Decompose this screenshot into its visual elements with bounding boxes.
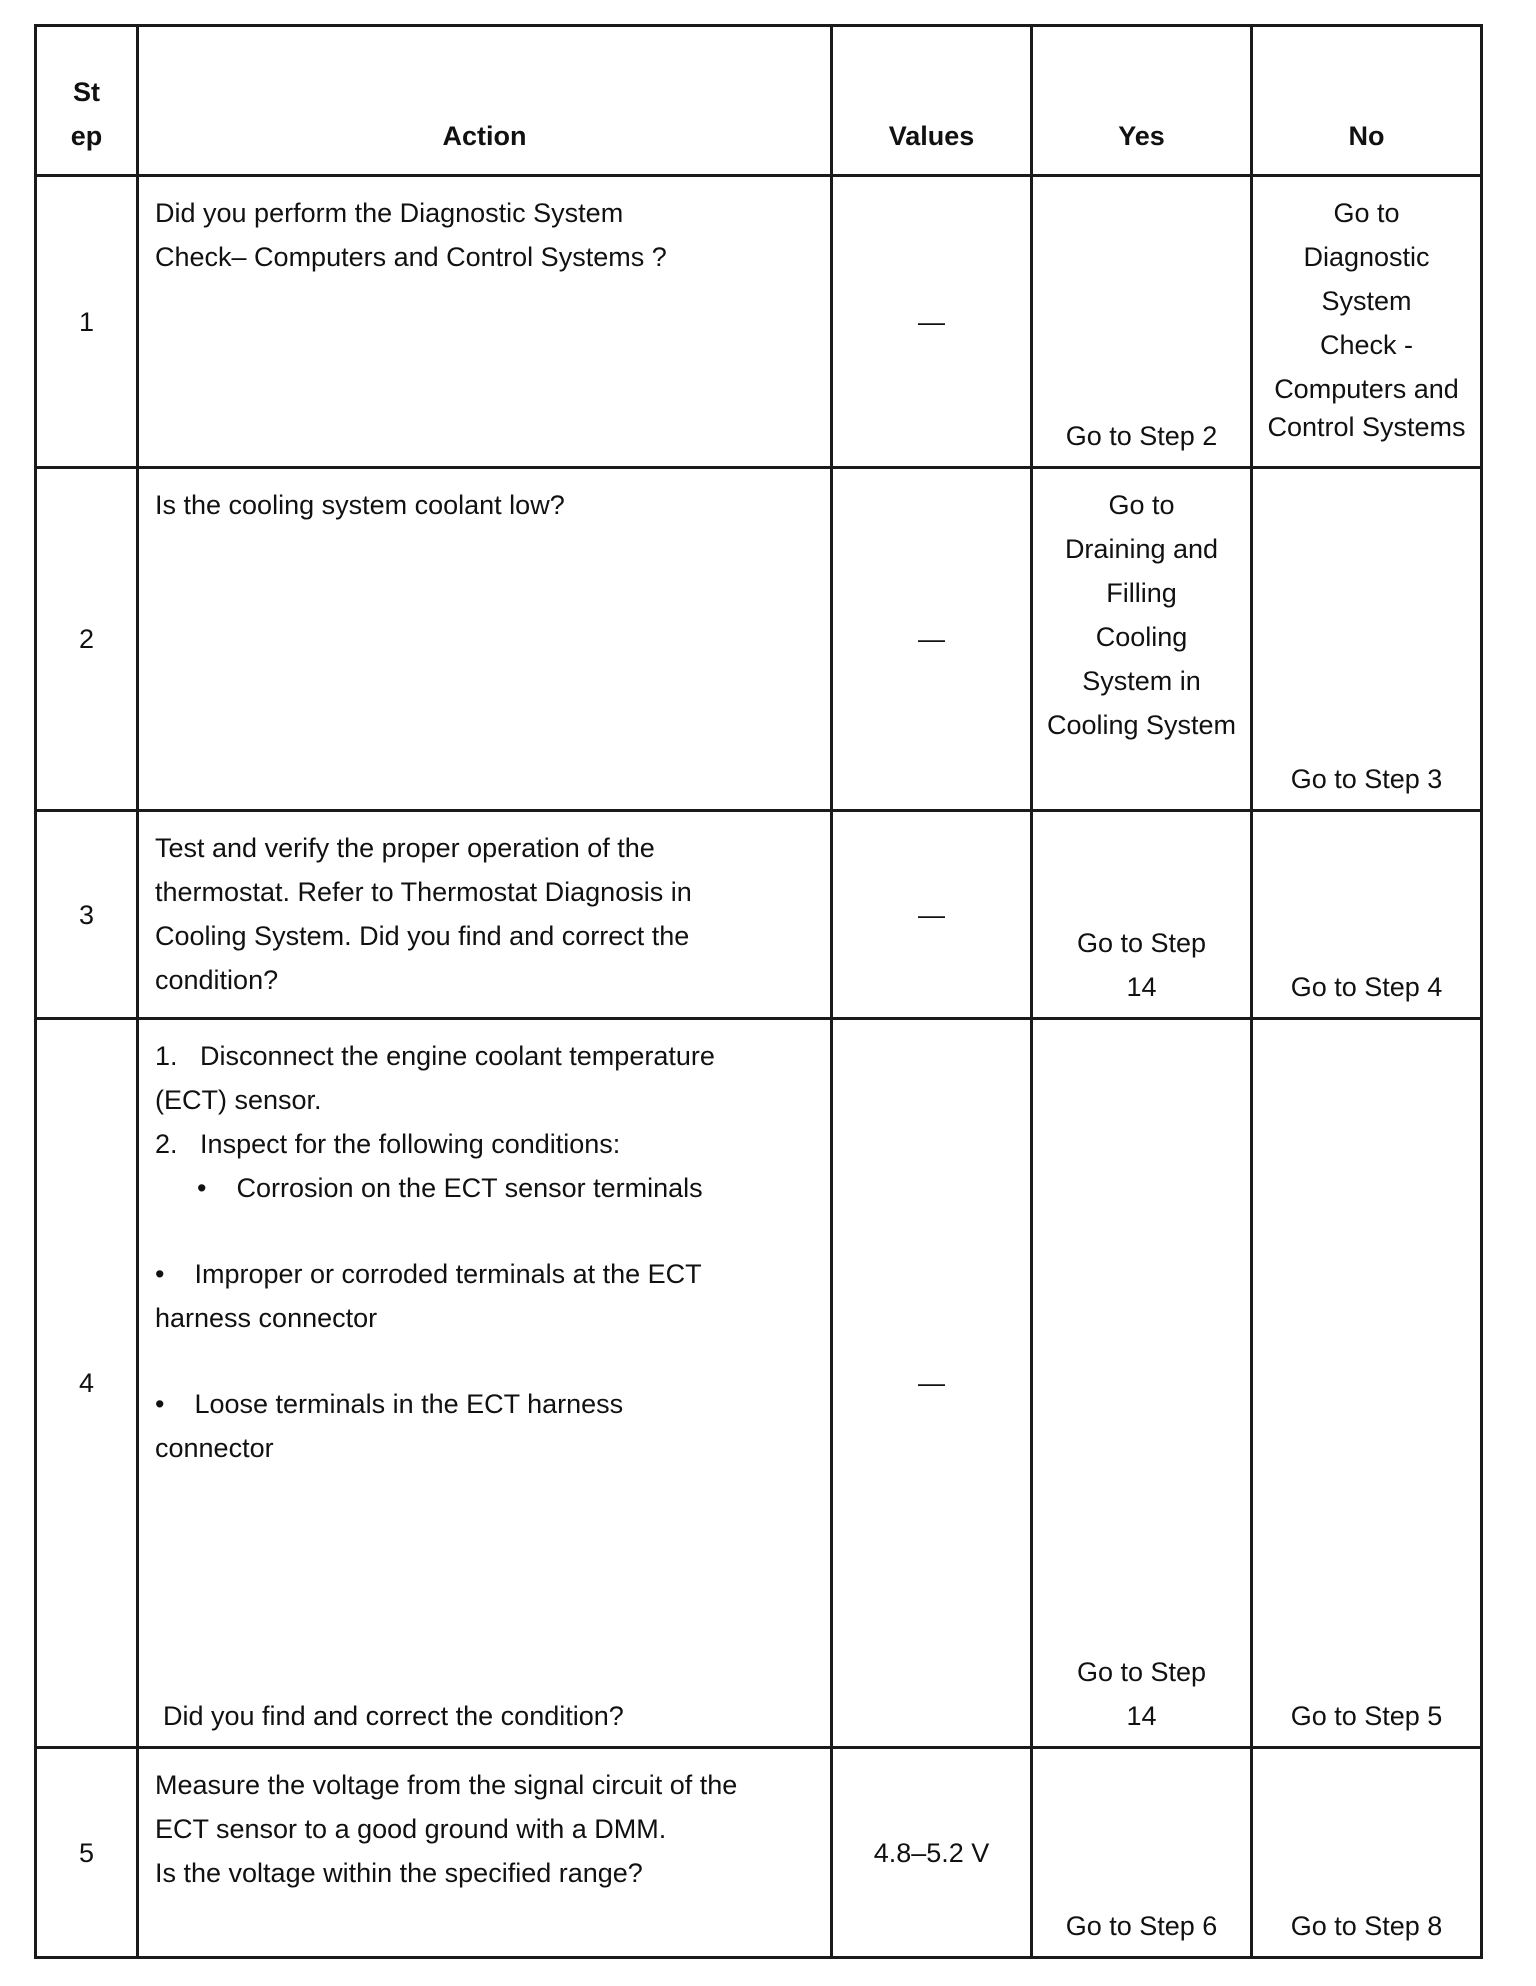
- yes-line: 14: [1126, 1701, 1157, 1731]
- action-line: Is the cooling system coolant low?: [155, 490, 565, 520]
- action-line: Cooling System. Did you find and correct the: [155, 921, 690, 951]
- header-values: Values: [832, 26, 1032, 176]
- values-cell: —: [832, 176, 1032, 468]
- no-line: Go to Step 4: [1290, 972, 1443, 1002]
- action-cell: [138, 811, 832, 1019]
- action-line: ECT sensor to a good ground with a DMM.: [155, 1814, 667, 1844]
- action-cell: [138, 1748, 832, 1958]
- diagnostic-table: [34, 24, 1483, 1959]
- bullet-text: Improper or corroded terminals at the ECT: [194, 1259, 702, 1289]
- header-yes: Yes: [1032, 26, 1252, 176]
- no-line: Diagnostic: [1303, 242, 1430, 272]
- no-cell: [1252, 1748, 1482, 1958]
- yes-line: Go to: [1108, 490, 1175, 520]
- bullet-text: Corrosion on the ECT sensor terminals: [236, 1173, 703, 1203]
- action-cell: [138, 1019, 832, 1748]
- values-cell: —: [832, 468, 1032, 811]
- no-line: Check -: [1319, 330, 1414, 360]
- yes-cell: [1032, 176, 1252, 468]
- list-text: Inspect for the following conditions:: [200, 1129, 621, 1159]
- yes-line: Go to Step 2: [1065, 421, 1218, 451]
- bullet-item: [155, 1166, 816, 1210]
- bullet-icon: •: [197, 1173, 207, 1203]
- no-line: Computers and: [1274, 374, 1459, 404]
- header-step: [36, 26, 138, 176]
- diagnostic-table-page: [34, 24, 1480, 1959]
- bullet-text: harness connector: [155, 1303, 378, 1333]
- yes-line: Draining and: [1064, 534, 1219, 564]
- list-text: (ECT) sensor.: [155, 1085, 322, 1115]
- no-line: System: [1321, 286, 1412, 316]
- yes-cell: [1032, 1019, 1252, 1748]
- step-number: 2: [36, 468, 138, 811]
- values-cell: 4.8–5.2 V: [832, 1748, 1032, 1958]
- yes-cell: [1032, 1748, 1252, 1958]
- table-row: [36, 176, 1482, 468]
- yes-line: Cooling System: [1046, 710, 1237, 740]
- no-line: Control Systems: [1267, 412, 1466, 442]
- action-cell: [138, 176, 832, 468]
- values-cell: —: [832, 1019, 1032, 1748]
- step-number: 3: [36, 811, 138, 1019]
- step-number: 5: [36, 1748, 138, 1958]
- action-cell: [138, 468, 832, 811]
- yes-line: Go to Step: [1076, 928, 1207, 958]
- list-number: 2.: [155, 1129, 178, 1159]
- yes-cell: [1032, 468, 1252, 811]
- no-cell: [1252, 468, 1482, 811]
- no-cell: [1252, 1019, 1482, 1748]
- yes-cell: [1032, 811, 1252, 1019]
- table-row: [36, 1748, 1482, 1958]
- table-row: [36, 811, 1482, 1019]
- step-number: 1: [36, 176, 138, 468]
- yes-line: Cooling: [1095, 622, 1188, 652]
- list-number: 1.: [155, 1041, 178, 1071]
- action-line: Did you perform the Diagnostic System: [155, 198, 624, 228]
- action-line: Test and verify the proper operation of the: [155, 833, 655, 863]
- no-line: Go to Step 5: [1290, 1701, 1443, 1731]
- bullet-icon: •: [155, 1389, 165, 1419]
- yes-line: 14: [1126, 972, 1157, 1002]
- bullet-item: [155, 1252, 816, 1296]
- yes-line: System in: [1082, 666, 1201, 696]
- list-item: [155, 1034, 816, 1078]
- bullet-item: [155, 1382, 816, 1426]
- header-action: Action: [138, 26, 832, 176]
- action-question: Did you find and correct the condition?: [163, 1701, 624, 1731]
- header-row: [36, 26, 1482, 176]
- action-line: condition?: [155, 965, 279, 995]
- header-step-line-2: ep: [70, 121, 103, 151]
- bullet-icon: •: [155, 1259, 165, 1289]
- action-line: thermostat. Refer to Thermostat Diagnosis in: [155, 877, 692, 907]
- values-cell: —: [832, 811, 1032, 1019]
- no-line: Go to Step 8: [1290, 1911, 1443, 1941]
- no-line: Go to: [1333, 198, 1400, 228]
- no-cell: [1252, 176, 1482, 468]
- action-line: Measure the voltage from the signal circuit of the: [155, 1770, 738, 1800]
- bullet-text: connector: [155, 1433, 274, 1463]
- header-step-line-1: St: [73, 77, 100, 107]
- step-number: 4: [36, 1019, 138, 1748]
- table-row: [36, 1019, 1482, 1748]
- bullet-text: Loose terminals in the ECT harness: [194, 1389, 624, 1419]
- no-cell: [1252, 811, 1482, 1019]
- list-item: [155, 1122, 816, 1166]
- header-no: No: [1252, 26, 1482, 176]
- list-text: Disconnect the engine coolant temperature: [200, 1041, 715, 1071]
- yes-line: Go to Step: [1076, 1657, 1207, 1687]
- table-row: [36, 468, 1482, 811]
- no-line: Go to Step 3: [1290, 764, 1443, 794]
- yes-line: Filling: [1106, 578, 1177, 608]
- action-line: Is the voltage within the specified range?: [155, 1858, 643, 1888]
- action-line: Check– Computers and Control Systems ?: [155, 242, 667, 272]
- yes-line: Go to Step 6: [1065, 1911, 1218, 1941]
